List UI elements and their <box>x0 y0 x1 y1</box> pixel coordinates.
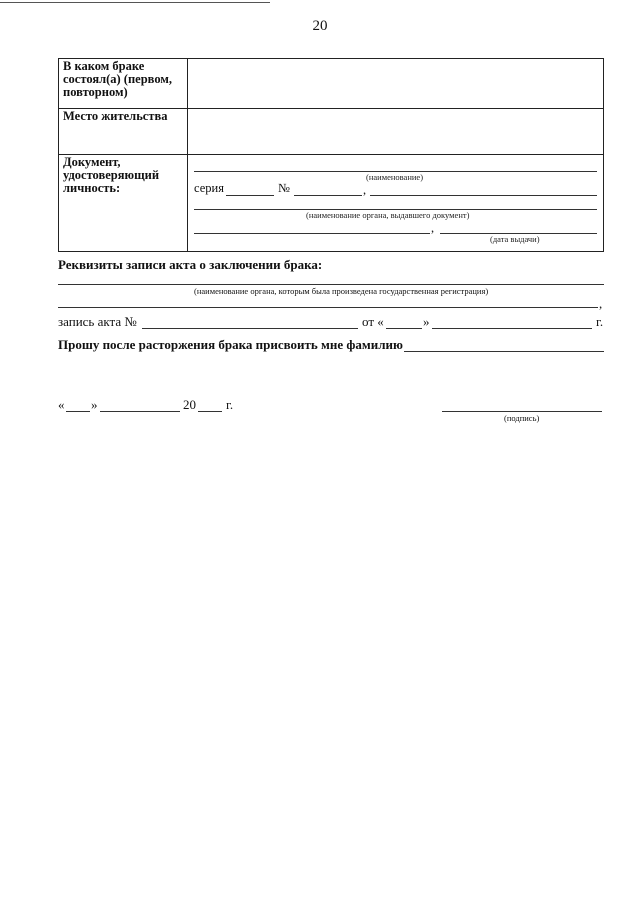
issuer-line-2[interactable] <box>194 233 430 234</box>
sign-year-prefix: 20 <box>183 397 196 412</box>
registration-organ-line-2[interactable] <box>58 307 598 308</box>
sign-year-field[interactable] <box>198 411 222 412</box>
record-number-label: запись акта № <box>58 314 137 329</box>
marriage-record-heading: Реквизиты записи акта о заключении брака: <box>58 257 323 272</box>
document-number-comma: , <box>363 183 367 197</box>
registration-organ-line[interactable] <box>58 284 604 285</box>
record-month-year-field[interactable] <box>432 328 592 329</box>
registration-organ-comma: , <box>599 296 603 311</box>
top-border-line <box>0 2 270 3</box>
applicant-info-table <box>58 58 604 252</box>
surname-request-text: Прошу после расторжения брака присвоить мне фамилию <box>58 337 403 352</box>
new-surname-field[interactable] <box>404 351 604 352</box>
record-year-suffix: г. <box>596 314 604 329</box>
sign-date-close: » <box>91 397 98 412</box>
table-row-marriage-type <box>59 59 604 109</box>
record-date-close: » <box>423 314 430 329</box>
marriage-type-field[interactable] <box>188 59 604 109</box>
sign-day-field[interactable] <box>66 411 90 412</box>
issuer-comma: , <box>431 221 435 235</box>
sign-year-suffix: г. <box>226 397 234 412</box>
issuer-caption: (наименование органа, выдавшего документ) <box>306 210 470 220</box>
marriage-type-label: В каком браке состоял(а) (первом, повторном) <box>59 59 188 109</box>
record-day-field[interactable] <box>386 328 422 329</box>
table-row-residence <box>59 109 604 155</box>
residence-label: Место жительства <box>59 109 188 155</box>
signature-caption: (подпись) <box>504 413 540 423</box>
signature-field[interactable] <box>442 411 602 412</box>
document-name-caption: (наименование) <box>366 172 424 182</box>
series-label: серия <box>194 181 224 195</box>
sign-month-field[interactable] <box>100 411 180 412</box>
residence-field[interactable] <box>188 109 604 155</box>
issue-date-caption: (дата выдачи) <box>490 234 540 244</box>
registration-organ-caption: (наименование органа, которым была произведена государственная регистрация) <box>194 286 489 296</box>
record-number-field[interactable] <box>142 328 358 329</box>
sign-date-open: « <box>58 397 65 412</box>
number-sign: № <box>278 181 290 195</box>
identity-document-label: Документ, удостоверяющий личность: <box>59 155 188 252</box>
record-date-open: от « <box>362 314 384 329</box>
document-number-field[interactable] <box>294 195 362 196</box>
identity-document-cell <box>188 155 604 252</box>
page-number: 20 <box>312 18 328 34</box>
table-row-identity-document <box>59 155 604 252</box>
document-extra-field[interactable] <box>370 195 597 196</box>
series-field[interactable] <box>226 195 274 196</box>
